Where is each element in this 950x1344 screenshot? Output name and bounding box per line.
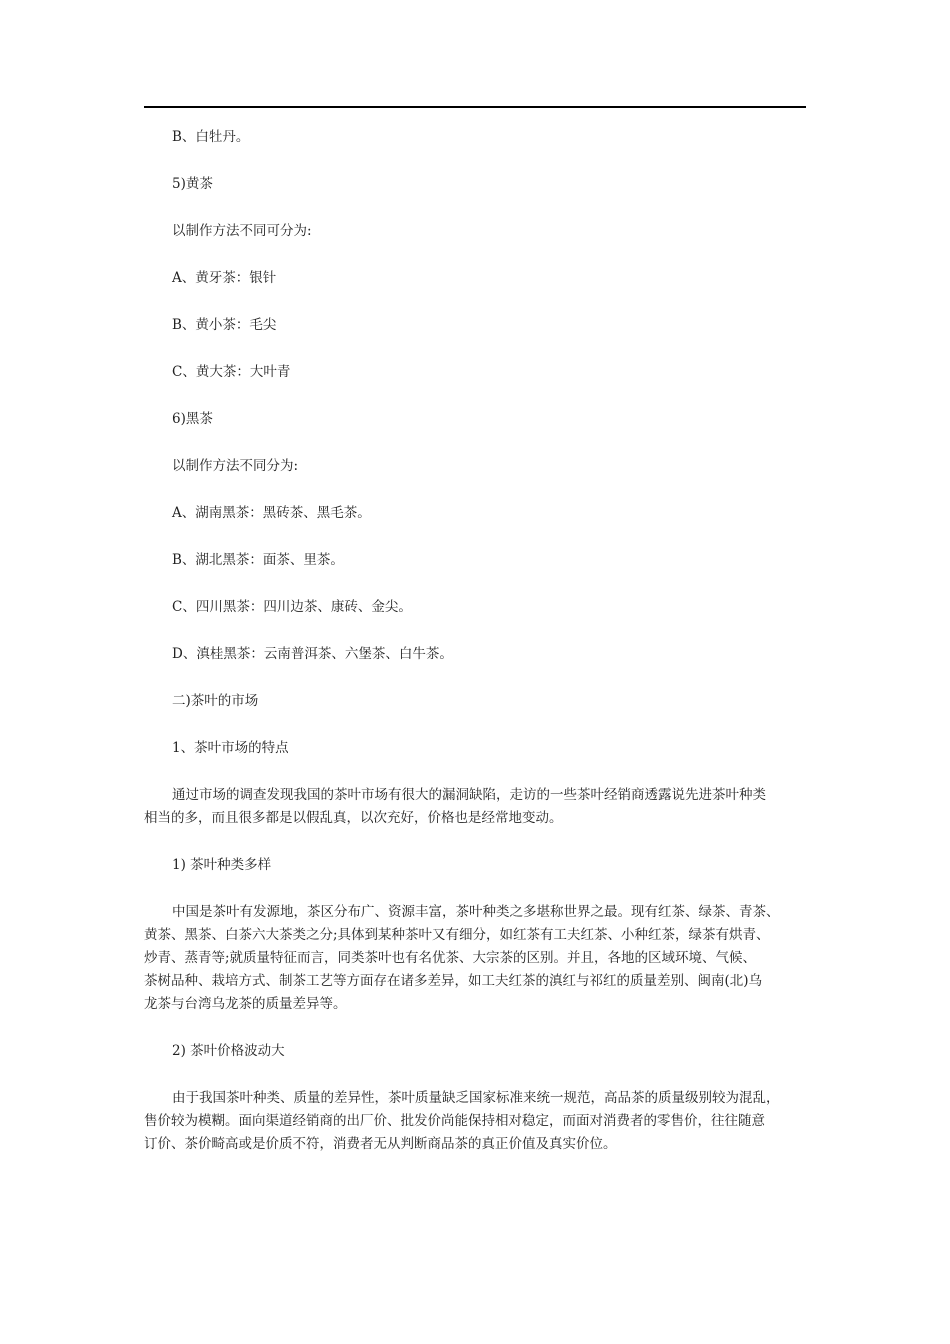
text-line: D、滇桂黑茶：云南普洱茶、六堡茶、白牛茶。: [172, 646, 453, 662]
section-heading: 1、茶叶市场的特点: [172, 740, 289, 756]
paragraph-line: 订价、茶价畸高或是价质不符，消费者无从判断商品茶的真正价值及真实价位。: [144, 1136, 617, 1152]
text-line: C、四川黑茶：四川边茶、康砖、金尖。: [172, 599, 412, 615]
section-heading: 5)黄茶: [172, 176, 213, 192]
text-line: A、黄牙茶：银针: [172, 270, 277, 286]
text-line: B、白牡丹。: [172, 129, 250, 145]
text-line: 以制作方法不同可分为:: [172, 223, 312, 239]
paragraph-line: 售价较为模糊。面向渠道经销商的出厂价、批发价尚能保持相对稳定，而面对消费者的零售价，往往随意: [144, 1113, 765, 1129]
text-line: 以制作方法不同分为:: [172, 458, 299, 474]
text-line: C、黄大茶：大叶青: [172, 364, 291, 380]
paragraph-line: 炒青、蒸青等;就质量特征而言，同类茶叶也有名优茶、大宗茶的区别。并且，各地的区域环境、气候、: [144, 950, 757, 966]
market-paragraph: [144, 784, 814, 830]
subsection-heading: 2) 茶叶价格波动大: [172, 1043, 285, 1059]
paragraph-line: 相当的多，而且很多都是以假乱真，以次充好，价格也是经常地变动。: [144, 810, 563, 826]
paragraph-line: 中国是茶叶有发源地，茶区分布广、资源丰富，茶叶种类之多堪称世界之最。现有红茶、绿茶、青茶、: [172, 904, 780, 920]
text-line: A、湖南黑茶：黑砖茶、黑毛茶。: [172, 505, 371, 521]
section-heading: 二)茶叶的市场: [172, 693, 259, 709]
subsection-heading: 1) 茶叶种类多样: [172, 857, 272, 873]
paragraph-line: 通过市场的调查发现我国的茶叶市场有很大的漏洞缺陷，走访的一些茶叶经销商透露说先进茶叶种类: [172, 787, 766, 803]
paragraph-line: 黄茶、黑茶、白茶六大茶类之分;具体到某种茶叶又有细分，如红茶有工夫红茶、小种红茶，绿茶有烘青、: [144, 927, 770, 943]
text-line: B、湖北黑茶：面茶、里茶。: [172, 552, 344, 568]
header-rule: [144, 106, 806, 108]
paragraph-line: 茶树品种、栽培方式、制茶工艺等方面存在诸多差异，如工夫红茶的滇红与祁红的质量差别、闽南(北)乌: [144, 973, 763, 989]
paragraph-line: 由于我国茶叶种类、质量的差异性，茶叶质量缺乏国家标准来统一规范，高品茶的质量级别较为混乱，: [172, 1090, 780, 1106]
text-line: B、黄小茶：毛尖: [172, 317, 277, 333]
section-heading: 6)黑茶: [172, 411, 213, 427]
paragraph-line: 龙茶与台湾乌龙茶的质量差异等。: [144, 996, 347, 1012]
document-body: [144, 126, 812, 1180]
price-paragraph: [144, 1087, 814, 1156]
variety-paragraph: [144, 901, 814, 1016]
